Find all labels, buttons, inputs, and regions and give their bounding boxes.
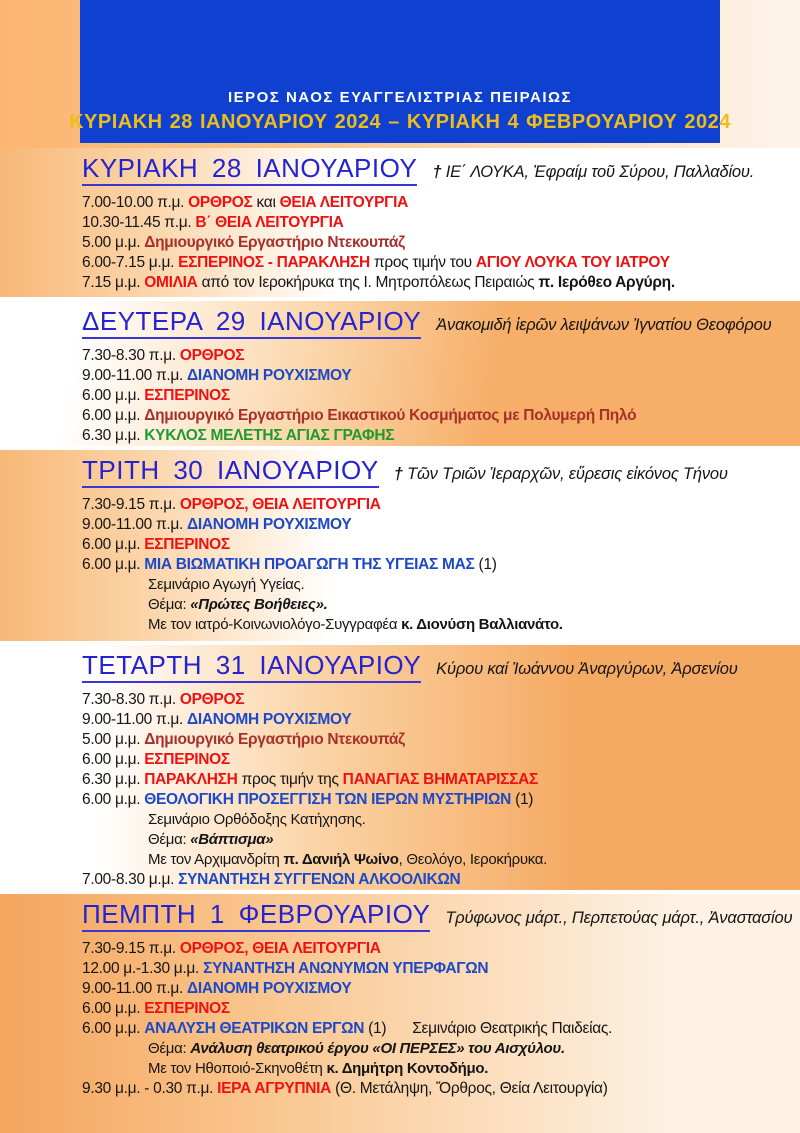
header-blue-box (69, 0, 731, 143)
schedule-line (82, 870, 800, 890)
schedule-line-segment: (1) (474, 556, 497, 573)
schedule-line-segment: κ. Διονύση Βαλλιανάτο. (401, 616, 563, 633)
schedule-line-segment: Σεμινάριο Θεατρικής Παιδείας. (412, 1020, 613, 1037)
schedule-line-segment: 5.00 μ.μ. (82, 731, 145, 748)
schedule-line-segment: ΠΑΡΑΚΛΗΣΗ (144, 771, 238, 788)
schedule-line (148, 1039, 800, 1059)
day-feast-descriptor: Ἀνακομιδή ἱερῶν λειψάνων Ἰγνατίου Θεοφόρου (436, 316, 772, 334)
schedule-line-segment: Με τον Ηθοποιό-Σκηνοθέτη (148, 1060, 327, 1077)
schedule-line-segment: Δημιουργικό Εργαστήριο Ντεκουπάζ (144, 731, 405, 748)
schedule-line-segment: 7.30-9.15 π.μ. (82, 496, 180, 513)
schedule-line (82, 730, 800, 750)
schedule-line-segment: ΔΙΑΝΟΜΗ ΡΟΥΧΙΣΜΟΥ (187, 980, 352, 997)
day-section (0, 645, 800, 890)
schedule-line-segment: 10.30-11.45 π.μ. (82, 214, 196, 231)
schedule-line-segment: ΟΡΘΡΟΣ, ΘΕΙΑ ΛΕΙΤΟΥΡΓΙΑ (179, 496, 381, 513)
day-section (0, 301, 800, 446)
schedule-line-segment: Σεμινάριο Ορθόδοξης Κατήχησης. (148, 811, 366, 828)
schedule-line (82, 233, 800, 253)
schedule-line-segment: 6.00 μ.μ. (82, 1000, 145, 1017)
schedule-line-segment: 9.30 μ.μ. - 0.30 π.μ. (82, 1080, 218, 1097)
schedule-line-segment: Β΄ ΘΕΙΑ ΛΕΙΤΟΥΡΓΙΑ (195, 214, 344, 231)
schedule-line-segment: ΕΣΠΕΡΙΝΟΣ - ΠΑΡΑΚΛΗΣΗ (178, 254, 370, 271)
schedule-line-segment: ΔΙΑΝΟΜΗ ΡΟΥΧΙΣΜΟΥ (187, 516, 352, 533)
schedule-line-segment: 12.00 μ.-1.30 μ.μ. (82, 960, 204, 977)
schedule-line-segment: 6.00 μ.μ. (82, 791, 145, 808)
schedule-line-segment: 6.00 μ.μ. (82, 407, 145, 424)
schedule-line-segment: 7.30-8.30 π.μ. (82, 691, 180, 708)
header-band (0, 0, 800, 148)
schedule-line (82, 959, 800, 979)
schedule-line (82, 535, 800, 555)
schedule-line-segment: 9.00-11.00 π.μ. (82, 516, 188, 533)
schedule-line-segment: «Βάπτισμα» (190, 831, 274, 848)
schedule-line-segment: 6.30 μ.μ. (82, 771, 145, 788)
schedule-line (82, 193, 800, 213)
schedule-line (148, 810, 800, 830)
schedule-line-segment: 7.30-9.15 π.μ. (82, 940, 180, 957)
schedule-line-segment: 6.00-7.15 μ.μ. (82, 254, 179, 271)
day-section (0, 148, 800, 297)
schedule-line (82, 710, 800, 730)
schedule-line-segment: (1) (511, 791, 534, 808)
schedule-line-segment: κ. Δημήτρη Κοντοδήμο. (326, 1060, 489, 1077)
schedule-line-segment: ΕΣΠΕΡΙΝΟΣ (144, 387, 230, 404)
schedule-line-segment: 6.00 μ.μ. (82, 387, 145, 404)
schedule-line-segment: Δημιουργικό Εργαστήριο Ντεκουπάζ (144, 234, 405, 251)
schedule-line-segment: 5.00 μ.μ. (82, 234, 145, 251)
day-section-header (0, 455, 800, 488)
schedule-line-segment: ΟΡΘΡΟΣ, ΘΕΙΑ ΛΕΙΤΟΥΡΓΙΑ (179, 940, 381, 957)
schedule-line-segment: ΟΡΘΡΟΣ (188, 194, 253, 211)
schedule-line-segment: ΕΣΠΕΡΙΝΟΣ (144, 751, 230, 768)
schedule-line-segment: 9.00-11.00 π.μ. (82, 367, 188, 384)
schedule-line (82, 495, 800, 515)
schedule-line (82, 1019, 800, 1039)
day-schedule-lines (0, 193, 800, 293)
day-schedule-lines (0, 495, 800, 635)
schedule-line-segment: Σεμινάριο Αγωγή Υγείας. (148, 576, 305, 593)
schedule-line-segment: 6.00 μ.μ. (82, 556, 145, 573)
schedule-line-segment: ΣΥΝΑΝΤΗΣΗ ΑΝΩΝΥΜΩΝ ΥΠΕΡΦΑΓΩΝ (203, 960, 489, 977)
schedule-line-segment: ΚΥΚΛΟΣ ΜΕΛΕΤΗΣ ΑΓΙΑΣ ΓΡΑΦΗΣ (144, 427, 395, 444)
schedule-line-segment: Θέμα: (148, 596, 191, 613)
day-feast-descriptor: † ΙΕ΄ ΛΟΥΚΑ, Ἐφραίμ τοῦ Σύρου, Παλλαδίου. (432, 163, 755, 181)
schedule-line (148, 1059, 800, 1079)
schedule-line-segment: 7.30-8.30 π.μ. (82, 347, 180, 364)
schedule-line-segment: , Θεολόγο, Ιεροκήρυκα. (398, 851, 548, 868)
week-date-range: ΚΥΡΙΑΚΗ 28 ΙΑΝΟΥΑΡΙΟΥ 2024 – ΚΥΡΙΑΚΗ 4 ΦΕΒΡΟΥΑΡΙΟΥ 2024 (69, 111, 731, 133)
schedule-line (82, 273, 800, 293)
schedule-line-segment: προς τιμήν της (237, 771, 343, 788)
schedule-line-segment: 6.00 μ.μ. (82, 536, 145, 553)
schedule-line-segment: ΔΙΑΝΟΜΗ ΡΟΥΧΙΣΜΟΥ (187, 367, 352, 384)
cross-icon: † (432, 163, 446, 181)
day-feast-descriptor: Τρύφωνος μάρτ., Περπετούας μάρτ., Ἀναστασίου (445, 909, 793, 927)
day-section-header (0, 899, 800, 932)
day-section-header (0, 306, 800, 339)
schedule-line-segment: Θέμα: (148, 831, 191, 848)
schedule-line-segment: π. Δανιήλ Ψωίνο (283, 851, 399, 868)
schedule-line-segment: ΣΥΝΑΝΤΗΣΗ ΣΥΓΓΕΝΩΝ ΑΛΚΟΟΛΙΚΩΝ (178, 871, 461, 888)
schedule-line-segment: 6.30 μ.μ. (82, 427, 145, 444)
schedule-line-segment: ΔΙΑΝΟΜΗ ΡΟΥΧΙΣΜΟΥ (187, 711, 352, 728)
schedule-line-segment: 6.00 μ.μ. (82, 751, 145, 768)
schedule-line-segment: ΟΡΘΡΟΣ (179, 347, 245, 364)
schedule-line-segment: προς τιμήν του (369, 254, 476, 271)
cross-icon: † (393, 465, 408, 483)
schedule-line-segment: ΑΓΙΟΥ ΛΟΥΚΑ ΤΟΥ ΙΑΤΡΟΥ (475, 254, 670, 271)
schedule-line-segment: ΙΕΡΑ ΑΓΡΥΠΝΙΑ (217, 1080, 332, 1097)
day-title: ΚΥΡΙΑΚΗ 28 ΙΑΝΟΥΑΡΙΟΥ (82, 153, 417, 186)
schedule-line (82, 406, 800, 426)
schedule-line (82, 979, 800, 999)
schedule-line-segment: (1) (364, 1020, 387, 1037)
sections (0, 148, 800, 1133)
schedule-line (148, 615, 800, 635)
schedule-line-segment: ΜΙΑ ΒΙΩΜΑΤΙΚΗ ΠΡΟΑΓΩΓΗ ΤΗΣ ΥΓΕΙΑΣ ΜΑΣ (144, 556, 475, 573)
schedule-line-segment: Με τον Αρχιμανδρίτη (148, 851, 284, 868)
schedule-line-segment: 7.15 μ.μ. (82, 274, 145, 291)
church-name: ΙΕΡΟΣ ΝΑΟΣ ΕΥΑΓΓΕΛΙΣΤΡΙΑΣ ΠΕΙΡΑΙΩΣ (227, 89, 573, 106)
day-schedule-lines (0, 690, 800, 890)
schedule-line-segment: ΕΣΠΕΡΙΝΟΣ (144, 536, 230, 553)
schedule-line-segment: Δημιουργικό Εργαστήριο Εικαστικού Κοσμήματος με Πολυμερή Πηλό (144, 407, 637, 424)
schedule-line (82, 253, 800, 273)
schedule-line (148, 595, 800, 615)
schedule-line (82, 213, 800, 233)
day-feast-descriptor: Κύρου καί Ἰωάννου Ἀναργύρων, Ἀρσενίου (436, 660, 738, 678)
day-schedule-lines (0, 939, 800, 1099)
schedule-line-segment: Θέμα: (148, 1040, 191, 1057)
day-schedule-lines (0, 346, 800, 446)
day-section-header (0, 650, 800, 683)
day-section-header (0, 153, 800, 186)
day-title: ΔΕΥΤΕΡΑ 29 ΙΑΝΟΥΑΡΙΟΥ (82, 306, 421, 339)
schedule-line-segment: 6.00 μ.μ. (82, 1020, 145, 1037)
schedule-line (82, 750, 800, 770)
schedule-line-segment: (Θ. Μετάληψη, Ὄρθρος, Θεία Λειτουργία) (331, 1080, 608, 1097)
schedule-line (82, 790, 800, 810)
schedule-line-segment: π. Ιερόθεο Αργύρη. (538, 274, 675, 291)
schedule-line-segment: ΟΡΘΡΟΣ (179, 691, 245, 708)
schedule-line (82, 515, 800, 535)
schedule-line (82, 690, 800, 710)
schedule-line-segment: ΠΑΝΑΓΙΑΣ ΒΗΜΑΤΑΡΙΣΣΑΣ (342, 771, 539, 788)
schedule-line (82, 939, 800, 959)
schedule-line-segment: ΟΜΙΛΙΑ (144, 274, 198, 291)
schedule-line (82, 346, 800, 366)
day-title: ΤΕΤΑΡΤΗ 31 ΙΑΝΟΥΑΡΙΟΥ (82, 650, 421, 683)
schedule-line-segment: Με τον ιατρό-Κοινωνιολόγο-Συγγραφέα (148, 616, 402, 633)
schedule-line-segment: «Πρώτες Βοήθειες». (190, 596, 328, 613)
schedule-line (82, 1079, 800, 1099)
schedule-line-segment: ΘΕΟΛΟΓΙΚΗ ΠΡΟΣΕΓΓΙΣΗ ΤΩΝ ΙΕΡΩΝ ΜΥΣΤΗΡΙΩΝ (144, 791, 512, 808)
day-feast-descriptor: † Τῶν Τριῶν Ἱεραρχῶν, εὕρεσις εἰκόνος Τήνου (393, 465, 728, 483)
day-title: ΠΕΜΠΤΗ 1 ΦΕΒΡΟΥΑΡΙΟΥ (82, 899, 430, 932)
schedule-line-segment: από τον Ιεροκήρυκα της Ι. Μητροπόλεως Πειραιώς (197, 274, 539, 291)
schedule-line-segment: ΘΕΙΑ ΛΕΙΤΟΥΡΓΙΑ (279, 194, 409, 211)
schedule-line-segment: 7.00-10.00 π.μ. (82, 194, 189, 211)
schedule-line-segment: 9.00-11.00 π.μ. (82, 711, 188, 728)
schedule-line-segment: Ανάλυση θεατρικού έργου «ΟΙ ΠΕΡΣΕΣ» του Αισχύλου. (190, 1040, 565, 1057)
schedule-line (82, 555, 800, 575)
schedule-line-segment: 7.00-8.30 μ.μ. (82, 871, 179, 888)
day-section (0, 894, 800, 1133)
schedule-line-segment: ΑΝΑΛΥΣΗ ΘΕΑΤΡΙΚΩΝ ΕΡΓΩΝ (144, 1020, 365, 1037)
schedule-line (82, 999, 800, 1019)
schedule-line-segment: ΕΣΠΕΡΙΝΟΣ (144, 1000, 230, 1017)
schedule-line-segment: και (252, 194, 280, 211)
schedule-line (148, 850, 800, 870)
schedule-line-segment: 9.00-11.00 π.μ. (82, 980, 188, 997)
schedule-line (82, 426, 800, 446)
day-title: ΤΡΙΤΗ 30 ΙΑΝΟΥΑΡΙΟΥ (82, 455, 379, 488)
schedule-line (82, 366, 800, 386)
day-section (0, 450, 800, 641)
schedule-line (82, 386, 800, 406)
schedule-line (148, 830, 800, 850)
schedule-line (82, 770, 800, 790)
schedule-line (148, 575, 800, 595)
